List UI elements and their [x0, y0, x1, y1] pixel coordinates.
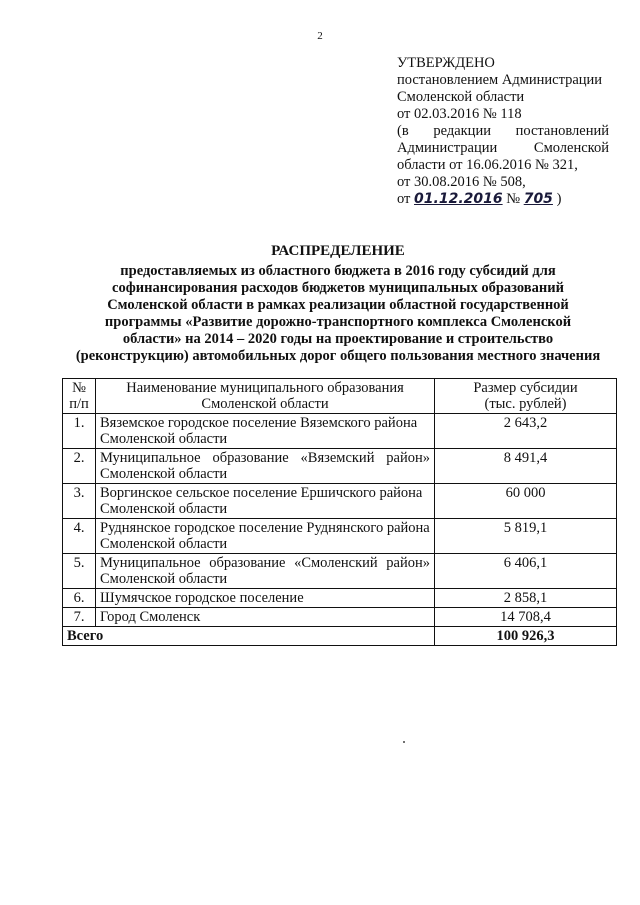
- header-text: Наименование муниципального образования: [126, 380, 404, 396]
- row-number: 6.: [63, 589, 96, 608]
- title-line: (реконструкцию) автомобильных дорог общего пользования местного значения: [75, 348, 601, 364]
- approval-line: от 02.03.2016 № 118: [397, 106, 522, 122]
- header-text: п/п: [69, 396, 89, 412]
- approval-line: от 30.08.2016 № 508,: [397, 174, 526, 190]
- table-header-row: [63, 379, 617, 414]
- approval-line: Смоленской области: [397, 89, 525, 105]
- title-heading: РАСПРЕДЕЛЕНИЕ: [271, 243, 405, 259]
- row-amount: 60 000: [435, 484, 617, 519]
- subsidy-table: [62, 378, 617, 646]
- approval-line: области от 16.06.2016 № 321,: [397, 157, 578, 173]
- table-row: [63, 449, 617, 484]
- scan-speck: [403, 741, 405, 743]
- row-amount: 8 491,4: [435, 449, 617, 484]
- total-label: Всего: [63, 627, 435, 646]
- row-name: Город Смоленск: [96, 608, 435, 627]
- row-number: 7.: [63, 608, 96, 627]
- approval-line: [397, 140, 609, 157]
- approval-word: Смоленской: [533, 140, 609, 156]
- row-amount: 14 708,4: [435, 608, 617, 627]
- document-title: [58, 243, 618, 365]
- approval-block: [397, 55, 609, 208]
- row-number: 5.: [63, 554, 96, 589]
- page-number: 2: [317, 30, 323, 42]
- total-amount: 100 926,3: [435, 627, 617, 646]
- approval-line: постановлением Администрации: [397, 72, 603, 88]
- table-row: [63, 608, 617, 627]
- approval-word: от: [397, 191, 411, 207]
- row-number: 4.: [63, 519, 96, 554]
- row-amount: 5 819,1: [435, 519, 617, 554]
- header-amount: [435, 379, 617, 414]
- table-row: [63, 484, 617, 519]
- header-text: №: [72, 380, 86, 396]
- header-text: Размер субсидии: [473, 380, 578, 396]
- table-total-row: [63, 627, 617, 646]
- header-text: (тыс. рублей): [484, 396, 567, 412]
- table-row: [63, 414, 617, 449]
- handwritten-date: 01.12.2016: [414, 191, 503, 207]
- row-amount: 2 643,2: [435, 414, 617, 449]
- row-name: Муниципальное образование «Вяземский район» Смоленской области: [96, 449, 435, 484]
- approval-word: постановлений: [515, 123, 609, 139]
- approval-title: УТВЕРЖДЕНО: [397, 55, 495, 71]
- table-row: [63, 554, 617, 589]
- title-line: программы «Развитие дорожно-транспортного комплекса Смоленской: [104, 314, 572, 330]
- approval-word: ): [556, 191, 562, 207]
- row-name: Руднянское городское поселение Руднянского района Смоленской области: [96, 519, 435, 554]
- row-name: Воргинское сельское поселение Ершичского района Смоленской области: [96, 484, 435, 519]
- approval-word: Администрации: [397, 140, 498, 156]
- title-line: области» на 2014 – 2020 годы на проектирование и строительство: [122, 331, 554, 347]
- header-number: [63, 379, 96, 414]
- title-line: предоставляемых из областного бюджета в 2016 году субсидий для: [120, 263, 556, 279]
- approval-handwritten-line: [397, 191, 609, 208]
- approval-line: [397, 123, 609, 140]
- row-number: 2.: [63, 449, 96, 484]
- title-line: софинансирования расходов бюджетов муниципальных образований: [112, 280, 564, 296]
- row-amount: 6 406,1: [435, 554, 617, 589]
- row-number: 3.: [63, 484, 96, 519]
- handwritten-number: 705: [523, 191, 553, 207]
- header-text: Смоленской области: [201, 396, 329, 412]
- title-line: Смоленской области в рамках реализации областной государственной: [107, 297, 569, 313]
- approval-word: №: [506, 191, 521, 207]
- row-name: Муниципальное образование «Смоленский район» Смоленской области: [96, 554, 435, 589]
- row-amount: 2 858,1: [435, 589, 617, 608]
- table-row: [63, 519, 617, 554]
- header-name: [96, 379, 435, 414]
- approval-word: редакции: [433, 123, 491, 139]
- row-name: Вяземское городское поселение Вяземского района Смоленской области: [96, 414, 435, 449]
- row-name: Шумячское городское поселение: [96, 589, 435, 608]
- row-number: 1.: [63, 414, 96, 449]
- approval-word: (в: [397, 123, 409, 139]
- table-row: [63, 589, 617, 608]
